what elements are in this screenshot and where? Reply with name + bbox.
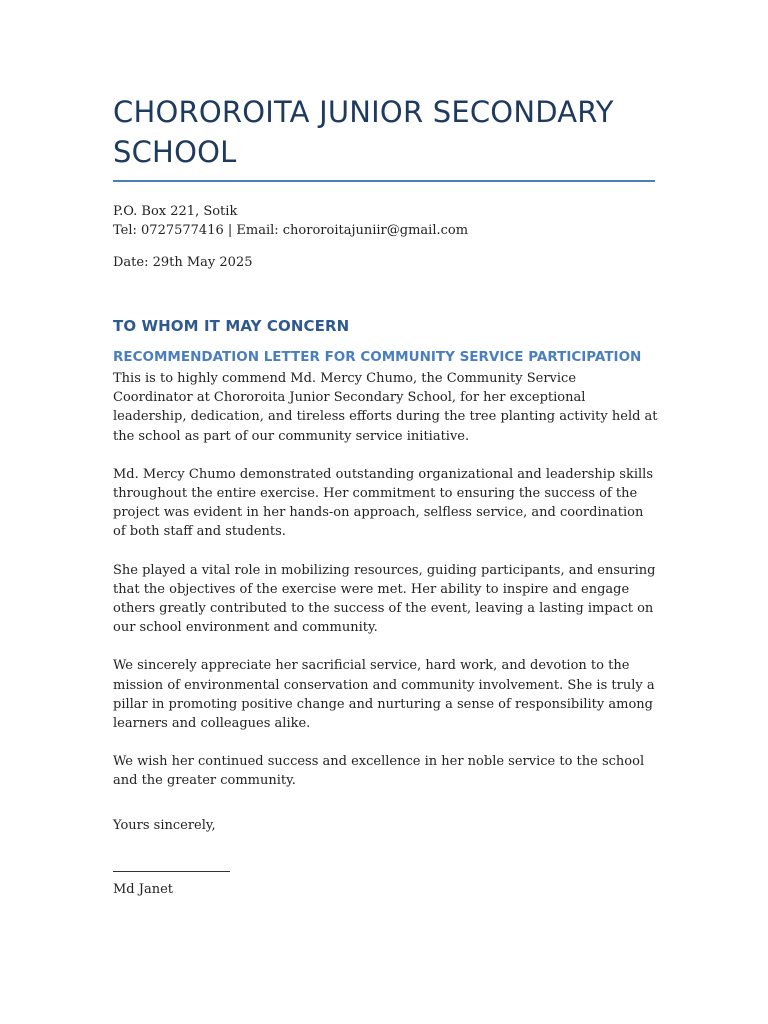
body-paragraph: We wish her continued success and excellence in her noble service to the school and the greater community. (113, 754, 645, 789)
closing-phrase: Yours sincerely, (113, 817, 216, 833)
school-name-line2: SCHOOL (113, 135, 237, 169)
body-paragraph: Md. Mercy Chumo demonstrated outstanding organizational and leadership skills throughout the entire exercise. Her commitment to ensuring the success of the project was evident in her hands-on approach, selfless service, and coordination of both staff and students. (113, 466, 653, 540)
school-name-heading (113, 92, 658, 172)
school-name-line1: CHOROROITA JUNIOR SECONDARY (113, 95, 614, 129)
body-paragraph: This is to highly commend Md. Mercy Chumo, the Community Service Coordinator at Chororoita Junior Secondary School, for her exceptional leadership, dedication, and tireless efforts during the tree planting activity held at the school as part of our community service initiative. (113, 371, 658, 444)
title-divider (113, 180, 655, 182)
subject-heading: RECOMMENDATION LETTER FOR COMMUNITY SERVICE PARTICIPATION (113, 349, 642, 365)
body-paragraph: We sincerely appreciate her sacrificial service, hard work, and devotion to the mission of environmental conservation and community involvement. She is truly a pillar in promoting positive change and nurturing a sense of responsibility among learners and colleagues alike. (113, 658, 655, 732)
postal-address: P.O. Box 221, Sotik (113, 204, 238, 219)
body-paragraph: She played a vital role in mobilizing resources, guiding participants, and ensuring that the objectives of the exercise were met. Her ability to inspire and engage others greatly contributed to the success of the event, leaving a lasting impact on our school environment and community. (113, 562, 656, 636)
contact-details: Tel: 0727577416 | Email: chororoitajuniir@gmail.com (113, 223, 469, 238)
letter-body (113, 369, 658, 791)
salutation-heading: TO WHOM IT MAY CONCERN (113, 317, 350, 335)
address-block (113, 202, 658, 240)
signature-line (113, 870, 230, 872)
signer-name: Md Janet (113, 881, 174, 897)
letter-date: Date: 29th May 2025 (113, 255, 253, 270)
letter-page (113, 92, 658, 899)
